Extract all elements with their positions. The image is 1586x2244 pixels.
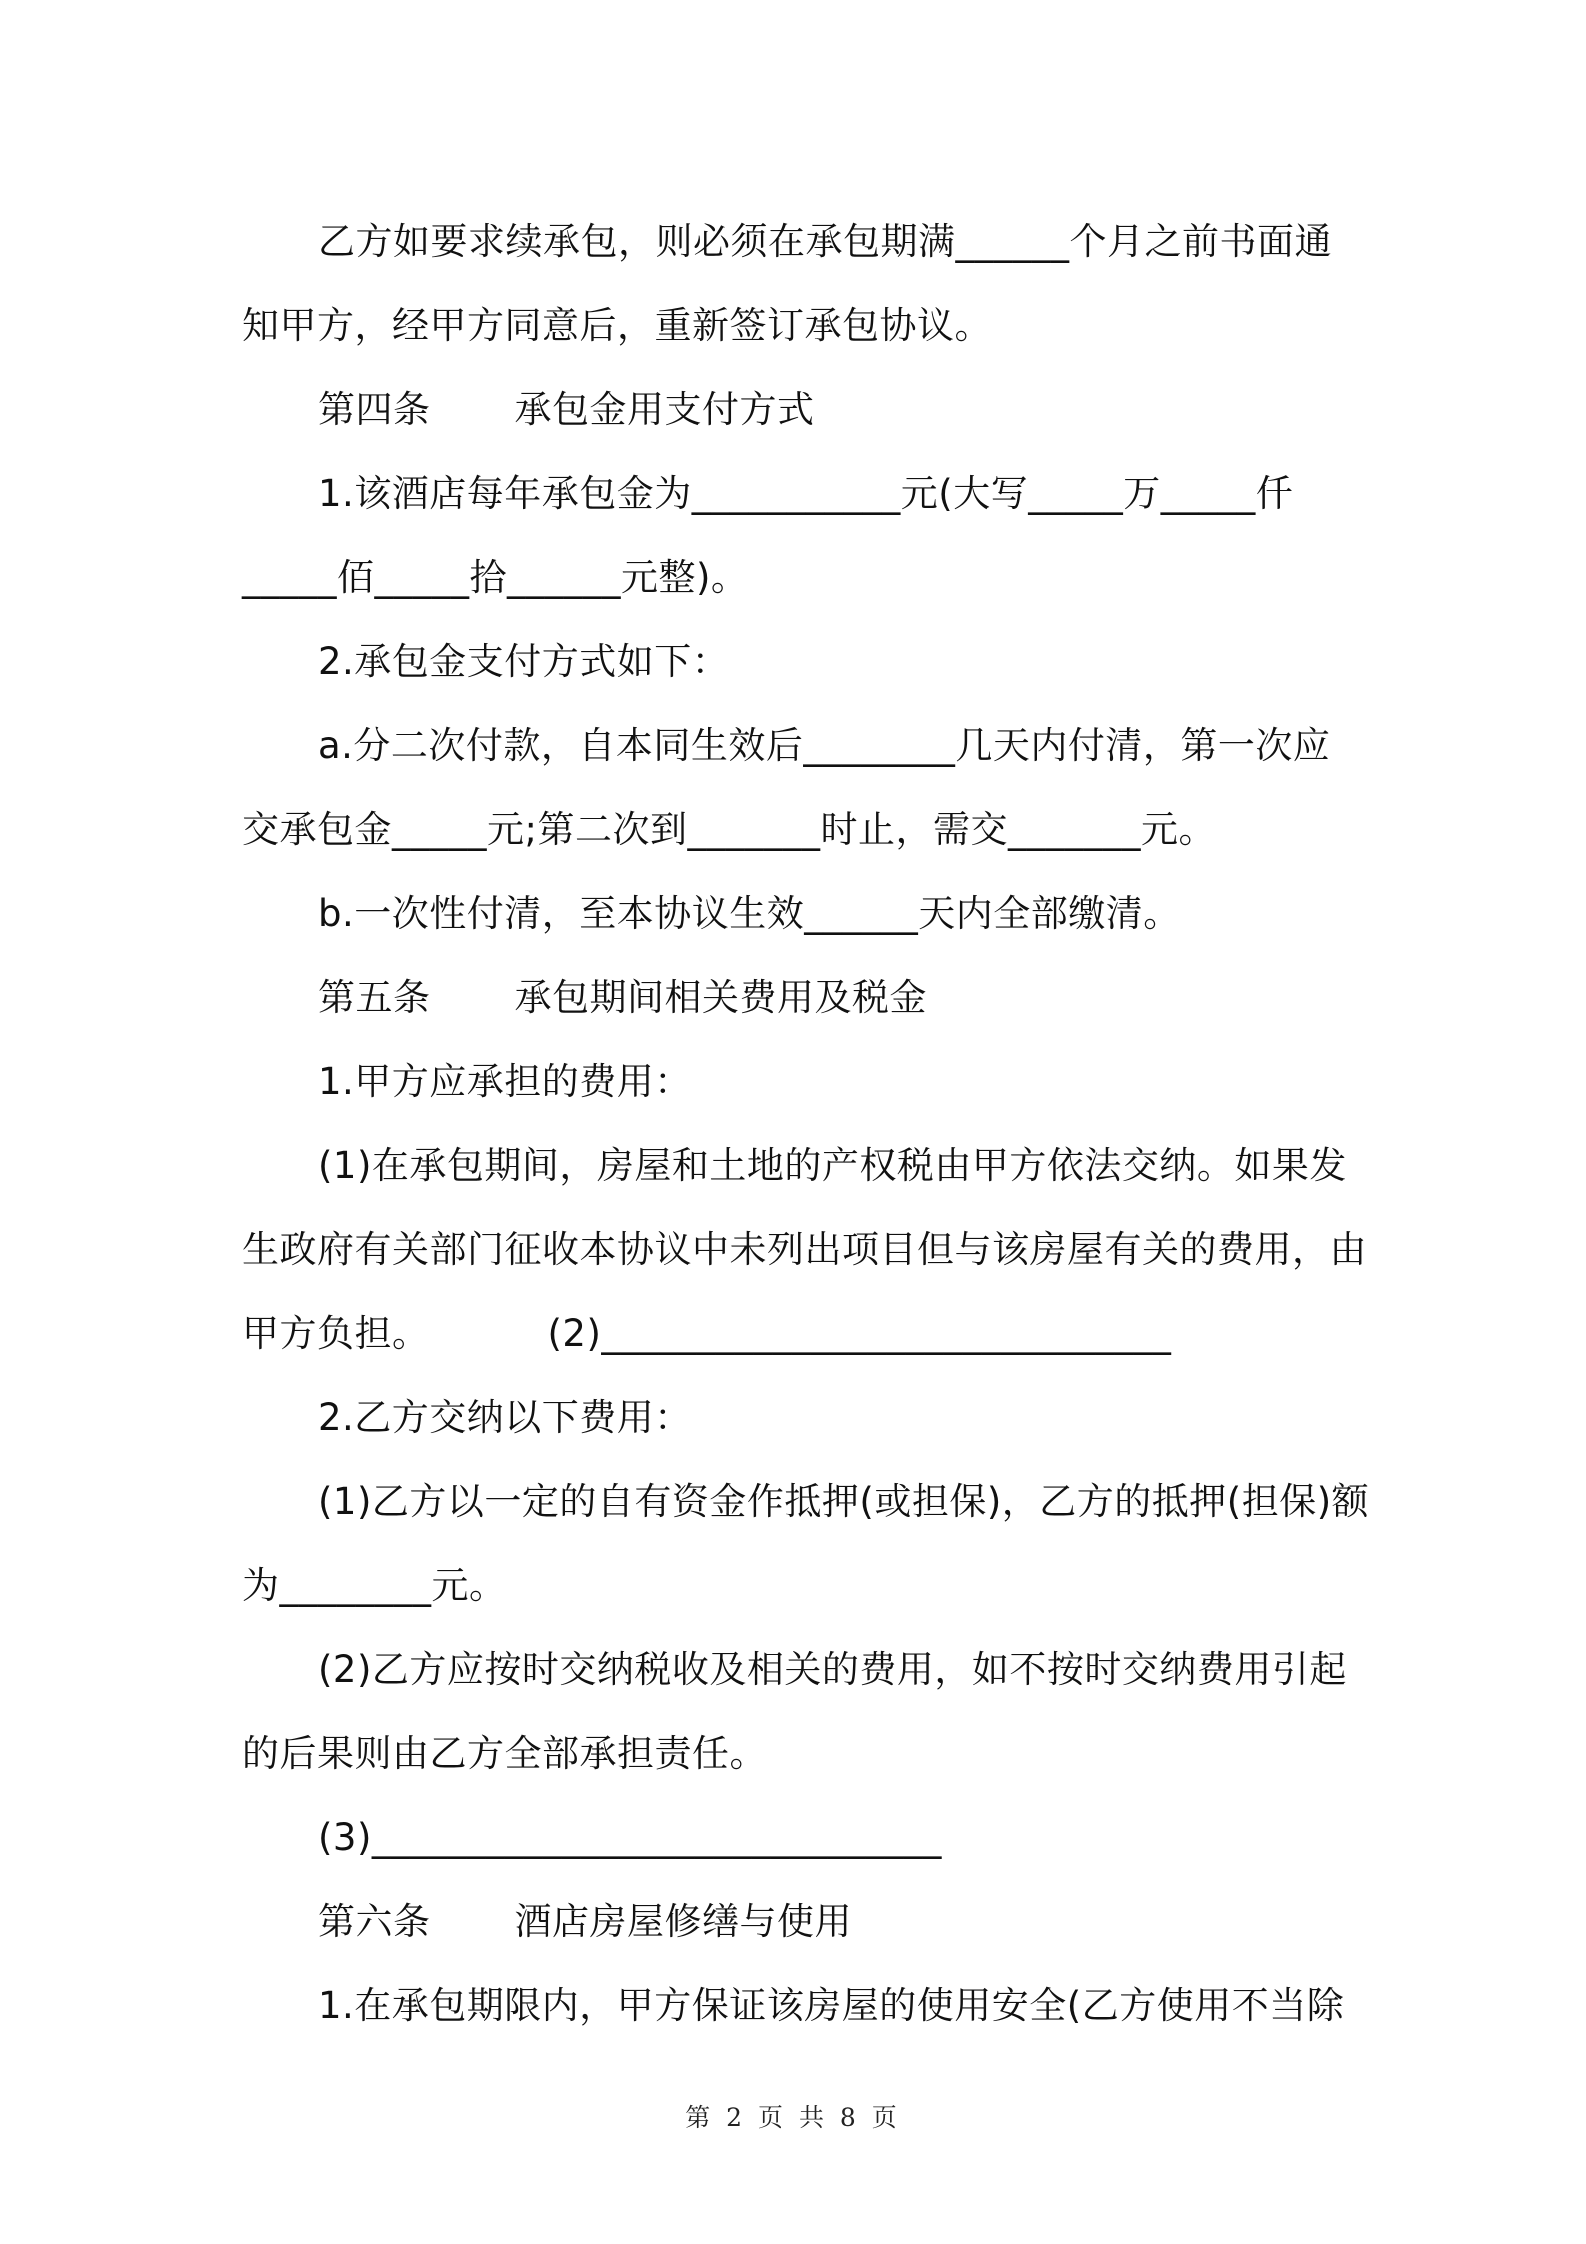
article-4-heading	[242, 368, 1362, 452]
paragraph-renewal-line2: 知甲方，经甲方同意后，重新签订承包协议。	[242, 304, 992, 347]
page-number-footer: 第 2 页 共 8 页	[685, 2103, 901, 2132]
article-5-title: 承包期间相关费用及税金	[514, 976, 927, 1019]
clause-5-1-1-line2: 生政府有关部门征收本协议中未列出项目但与该房屋有关的费用，由	[242, 1228, 1367, 1271]
clause-5-1-2: (2)______________________________	[547, 1312, 1172, 1355]
article-4-title: 承包金用支付方式	[514, 388, 815, 431]
clause-5-2-2-line2: 的后果则由乙方全部承担责任。	[242, 1732, 767, 1775]
clause-5-1-1-end: 甲方负担。	[242, 1312, 430, 1355]
article-6-heading	[242, 1880, 1362, 1964]
clause-4-2-a-line2: 交承包金_____元;第二次到_______时止，需交_______元。	[242, 808, 1216, 851]
clause-5-2: 2.乙方交纳以下费用：	[318, 1396, 692, 1439]
clause-5-1-1-line3	[242, 1292, 1362, 1376]
clause-4-1-line2: _____佰_____拾______元整)。	[242, 556, 749, 599]
clause-4-2-b: b.一次性付清，至本协议生效______天内全部缴清。	[318, 892, 1181, 935]
clause-5-2-1-line2: 为________元。	[242, 1564, 507, 1607]
clause-5-2-1-line1: (1)乙方以一定的自有资金作抵押(或担保)，乙方的抵押(担保)额	[318, 1480, 1370, 1523]
clause-5-1-1-line1: (1)在承包期间，房屋和土地的产权税由甲方依法交纳。如果发	[318, 1144, 1347, 1187]
clause-5-2-2-line1: (2)乙方应按时交纳税收及相关的费用，如不按时交纳费用引起	[318, 1648, 1347, 1691]
clause-6-1-line1: 1.在承包期限内，甲方保证该房屋的使用安全(乙方使用不当除	[318, 1984, 1345, 2027]
article-6-title: 酒店房屋修缮与使用	[514, 1900, 852, 1943]
paragraph-renewal-line1: 乙方如要求续承包，则必须在承包期满______个月之前书面通	[318, 220, 1332, 263]
article-4-number: 第四条	[318, 388, 431, 431]
clause-4-2: 2.承包金支付方式如下：	[318, 640, 730, 683]
clause-5-1: 1.甲方应承担的费用：	[318, 1060, 692, 1103]
clause-4-2-a-line1: a.分二次付款，自本同生效后________几天内付清，第一次应	[318, 724, 1331, 767]
article-6-number: 第六条	[318, 1900, 431, 1943]
article-5-heading	[242, 956, 1362, 1040]
clause-4-1-line1: 1.该酒店每年承包金为___________元(大写_____万_____仟	[318, 472, 1294, 515]
clause-5-2-3: (3)______________________________	[318, 1816, 942, 1859]
document-body	[242, 200, 1370, 2048]
article-5-number: 第五条	[318, 976, 431, 1019]
